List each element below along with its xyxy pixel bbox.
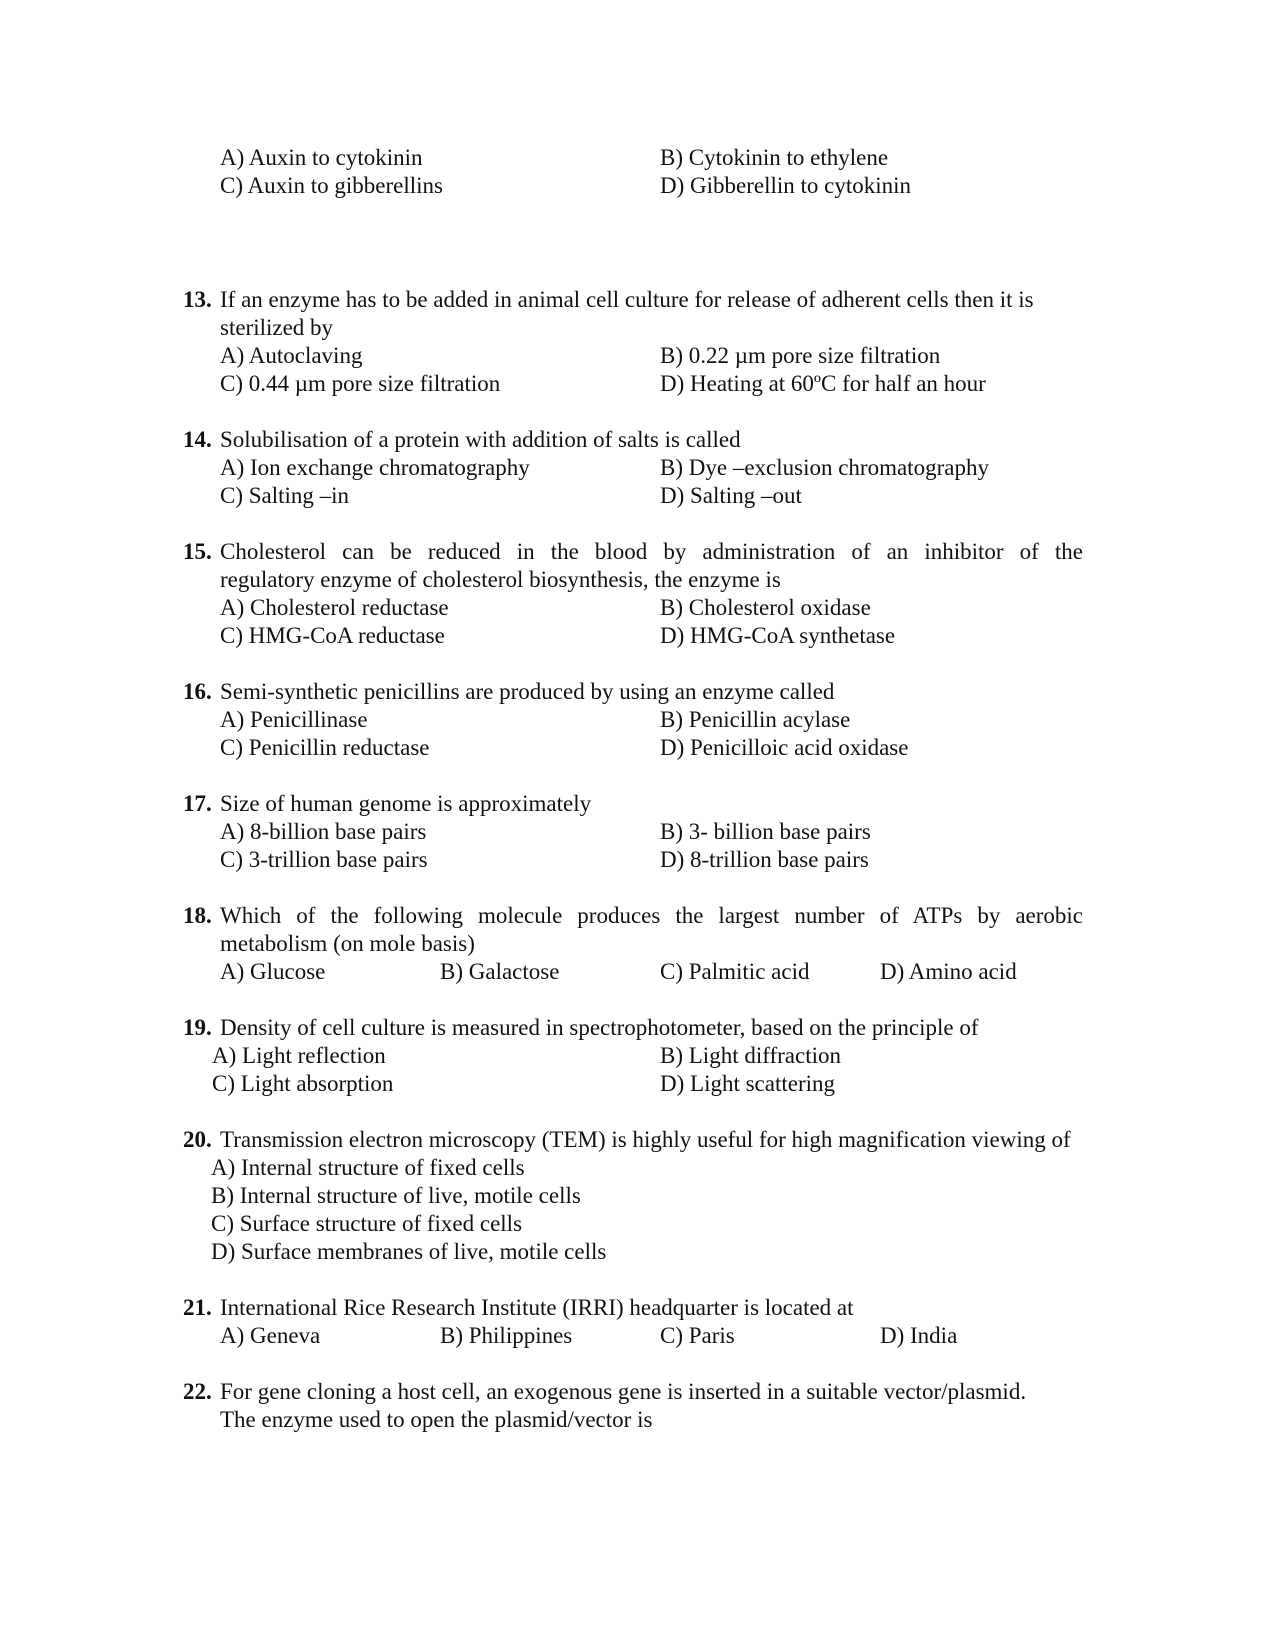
q16-option-a: A) Penicillinase (220, 707, 368, 732)
q18-option-b: B) Galactose (440, 959, 560, 984)
q22-number: 22. (183, 1379, 212, 1404)
q18-option-a: A) Glucose (220, 959, 326, 984)
q21-option-d: D) India (880, 1323, 958, 1348)
q22-text-line2: The enzyme used to open the plasmid/vector is (220, 1407, 653, 1432)
q16-option-d: D) Penicilloic acid oxidase (660, 735, 909, 760)
q17-option-b: B) 3- billion base pairs (660, 819, 871, 844)
q12-option-a: A) Auxin to cytokinin (220, 145, 423, 170)
q16-option-b: B) Penicillin acylase (660, 707, 851, 732)
q22-text-line1: For gene cloning a host cell, an exogenous gene is inserted in a suitable vector/plasmid. (220, 1379, 1027, 1404)
q13-option-c: C) 0.44 µm pore size filtration (220, 371, 501, 396)
q17-option-d: D) 8-trillion base pairs (660, 847, 869, 872)
q18-text-line2: metabolism (on mole basis) (220, 931, 475, 956)
q13-option-a: A) Autoclaving (220, 343, 363, 368)
q21-number: 21. (183, 1295, 212, 1320)
q14-option-a: A) Ion exchange chromatography (220, 455, 530, 480)
q19-text-line1: Density of cell culture is measured in spectrophotometer, based on the principle of (220, 1015, 979, 1040)
q15-option-b: B) Cholesterol oxidase (660, 595, 871, 620)
q21-text-line1: International Rice Research Institute (IRRI) headquarter is located at (220, 1295, 854, 1320)
q17-option-a: A) 8-billion base pairs (220, 819, 427, 844)
q16-number: 16. (183, 679, 212, 704)
q20-option-c: C) Surface structure of fixed cells (211, 1211, 523, 1236)
q21-option-c: C) Paris (660, 1323, 735, 1348)
q18-option-c: C) Palmitic acid (660, 959, 810, 984)
q17-text-line1: Size of human genome is approximately (220, 791, 592, 816)
q12-option-b: B) Cytokinin to ethylene (660, 145, 889, 170)
q15-option-c: C) HMG-CoA reductase (220, 623, 445, 648)
q15-number: 15. (183, 539, 212, 564)
q19-option-b: B) Light diffraction (660, 1043, 841, 1068)
q15-text-line1: Cholesterol can be reduced in the blood by administration of an inhibitor of the (220, 539, 1083, 564)
q14-number: 14. (183, 427, 212, 452)
q21-option-b: B) Philippines (440, 1323, 573, 1348)
q20-option-b: B) Internal structure of live, motile cells (211, 1183, 581, 1208)
q16-option-c: C) Penicillin reductase (220, 735, 430, 760)
q19-option-a: A) Light reflection (212, 1043, 386, 1068)
q13-number: 13. (183, 287, 212, 312)
q16-text-line1: Semi-synthetic penicillins are produced by using an enzyme called (220, 679, 835, 704)
q14-text-line1: Solubilisation of a protein with addition of salts is called (220, 427, 741, 452)
q13-option-b: B) 0.22 µm pore size filtration (660, 343, 941, 368)
q20-number: 20. (183, 1127, 212, 1152)
q13-text-line2: sterilized by (220, 315, 334, 340)
q20-text-line1: Transmission electron microscopy (TEM) is highly useful for high magnification viewing of (220, 1127, 1071, 1152)
q12-option-c: C) Auxin to gibberellins (220, 173, 443, 198)
q14-option-b: B) Dye –exclusion chromatography (660, 455, 989, 480)
q20-option-d: D) Surface membranes of live, motile cells (211, 1239, 607, 1264)
q19-option-d: D) Light scattering (660, 1071, 836, 1096)
q21-option-a: A) Geneva (220, 1323, 321, 1348)
q20-option-a: A) Internal structure of fixed cells (211, 1155, 525, 1180)
q12-option-d: D) Gibberellin to cytokinin (660, 173, 912, 198)
q18-option-d: D) Amino acid (880, 959, 1017, 984)
q19-number: 19. (183, 1015, 212, 1040)
q15-text-line2: regulatory enzyme of cholesterol biosynthesis, the enzyme is (220, 567, 781, 592)
q18-text-line1: Which of the following molecule produces the largest number of ATPs by aerobic (220, 903, 1083, 928)
q17-number: 17. (183, 791, 212, 816)
q19-option-c: C) Light absorption (212, 1071, 394, 1096)
q17-option-c: C) 3-trillion base pairs (220, 847, 428, 872)
q18-number: 18. (183, 903, 212, 928)
q14-option-d: D) Salting –out (660, 483, 802, 508)
q13-text-line1: If an enzyme has to be added in animal cell culture for release of adherent cells then it is (220, 287, 1034, 312)
q15-option-a: A) Cholesterol reductase (220, 595, 449, 620)
q15-option-d: D) HMG-CoA synthetase (660, 623, 896, 648)
q13-option-d: D) Heating at 60ºC for half an hour (660, 371, 986, 396)
q14-option-c: C) Salting –in (220, 483, 350, 508)
